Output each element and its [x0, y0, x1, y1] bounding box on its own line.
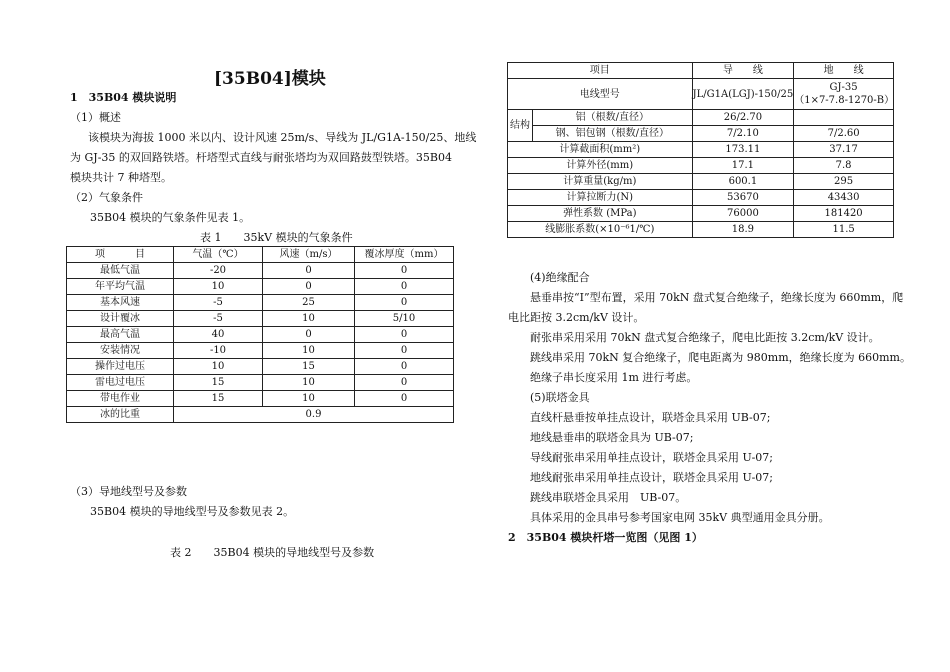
table-header-row	[508, 63, 894, 79]
weather-intro: 35B04 模块的气象条件见表 1。	[90, 211, 251, 224]
table-cell: 173.11	[692, 142, 794, 158]
table-row	[508, 126, 894, 142]
table-cell: 10	[263, 391, 355, 407]
table-cell: 最高气温	[67, 327, 174, 343]
table-cell: 0	[263, 263, 355, 279]
fittings-text: 导线耐张串采用单挂点设计，联塔金具采用 U-07;	[530, 451, 773, 464]
fittings-text: 直线杆悬垂按单挂点设计，联塔金具采用 UB-07;	[530, 411, 771, 424]
table-cell: 电线型号	[508, 79, 693, 110]
table-cell: 0	[355, 263, 454, 279]
table-cell: 0	[263, 279, 355, 295]
section-heading-2: 2 35B04 模块杆塔一览图（见图 1）	[508, 531, 703, 544]
table-row	[508, 110, 894, 126]
table-cell: 带电作业	[67, 391, 174, 407]
table-cell: 操作过电压	[67, 359, 174, 375]
table-cell: 15	[174, 375, 263, 391]
table-cell: 0	[355, 391, 454, 407]
overview-text: 为 GJ-35 的双回路铁塔。杆塔型式直线与耐张塔均为双回路鼓型铁塔。35B04	[70, 151, 452, 164]
subheading-insulation: (4)绝缘配合	[530, 271, 590, 284]
overview-text: 模块共计 7 种塔型。	[70, 171, 172, 184]
table-cell: 11.5	[794, 222, 894, 238]
table-row	[67, 295, 454, 311]
table-cell: 5/10	[355, 311, 454, 327]
insulation-text: 跳线串采用 70kN 复合绝缘子，爬电距离为 980mm，绝缘长度为 660mm。	[530, 351, 911, 364]
table-row	[508, 222, 894, 238]
table-cell: 37.17	[794, 142, 894, 158]
table-cell: 基本风速	[67, 295, 174, 311]
table-cell: 0	[355, 343, 454, 359]
table-header-cell: 风速（m/s）	[263, 247, 355, 263]
table-cell: 7/2.10	[692, 126, 794, 142]
table-cell: 15	[174, 391, 263, 407]
table-cell: 年平均气温	[67, 279, 174, 295]
table-cell: 40	[174, 327, 263, 343]
table-row	[67, 375, 454, 391]
fittings-text: 跳线串联塔金具采用 UB-07。	[530, 491, 687, 504]
table-row	[67, 279, 454, 295]
table-row	[508, 206, 894, 222]
table-cell: 7/2.60	[794, 126, 894, 142]
fittings-text: 具体采用的金具串号参考国家电网 35kV 典型通用金具分册。	[530, 511, 830, 524]
fittings-text: 地线悬垂串的联塔金具为 UB-07;	[530, 431, 694, 444]
table-row	[67, 263, 454, 279]
table-cell: 18.9	[692, 222, 794, 238]
table-cell: 7.8	[794, 158, 894, 174]
table-cell: 铝（根数/直径）	[533, 110, 693, 126]
table-cell: 计算截面积(mm²)	[508, 142, 693, 158]
table-cell: 17.1	[692, 158, 794, 174]
table-cell: 0	[263, 327, 355, 343]
table-row	[67, 311, 454, 327]
table-header-cell: 气温（℃）	[174, 247, 263, 263]
table-cell: 0	[355, 279, 454, 295]
table-cell: 10	[174, 279, 263, 295]
table-cell: 0.9	[174, 407, 454, 423]
table-cell: 43430	[794, 190, 894, 206]
table-cell: 钢、铝包钢（根数/直径）	[533, 126, 693, 142]
table-cell: 10	[174, 359, 263, 375]
table-cell: 0	[355, 359, 454, 375]
fittings-text: 地线耐张串采用单挂点设计，联塔金具采用 U-07;	[530, 471, 773, 484]
table-cell: JL/G1A(LGJ)-150/25	[692, 79, 794, 110]
table-cell: -5	[174, 295, 263, 311]
table-cell: 600.1	[692, 174, 794, 190]
table-header-cell: 项 目	[67, 247, 174, 263]
page-title: [35B04]模块	[214, 69, 326, 89]
conductor-intro: 35B04 模块的导地线型号及参数见表 2。	[90, 505, 295, 518]
table-row	[508, 190, 894, 206]
table-cell: 结构	[508, 110, 533, 142]
table-cell: -20	[174, 263, 263, 279]
table-cell: 0	[355, 295, 454, 311]
subheading-overview: （1）概述	[70, 111, 121, 124]
table-cell: 295	[794, 174, 894, 190]
table-cell: 25	[263, 295, 355, 311]
insulation-text: 耐张串采用采用 70kN 盘式复合绝缘子，爬电比距按 3.2cm/kV 设计。	[530, 331, 880, 344]
insulation-text: 悬垂串按“I”型布置，采用 70kN 盘式复合绝缘子，绝缘长度为 660mm，爬	[530, 291, 904, 304]
table-row	[67, 359, 454, 375]
table-cell: -5	[174, 311, 263, 327]
table-cell: 冰的比重	[67, 407, 174, 423]
table-cell: 10	[263, 375, 355, 391]
table-header-cell: 导 线	[692, 63, 794, 79]
table-cell: 安装情况	[67, 343, 174, 359]
ground-model-line: GJ-35	[829, 82, 858, 93]
table-cell	[794, 79, 894, 110]
table-row	[508, 79, 894, 110]
table1-caption: 表 1 35kV 模块的气象条件	[200, 231, 353, 244]
table-row	[67, 343, 454, 359]
table-cell: -10	[174, 343, 263, 359]
table-cell: 设计覆冰	[67, 311, 174, 327]
table-cell: 76000	[692, 206, 794, 222]
ground-model-line: （1×7-7.8-1270-B）	[794, 95, 895, 106]
table-row	[67, 327, 454, 343]
weather-table	[66, 246, 454, 423]
table-cell: 0	[355, 375, 454, 391]
insulation-text: 绝缘子串长度采用 1m 进行考虑。	[530, 371, 698, 384]
table-header-cell: 覆冰厚度（mm）	[355, 247, 454, 263]
conductor-table	[507, 62, 894, 238]
table-cell: 计算拉断力(N)	[508, 190, 693, 206]
table-cell: 线膨胀系数(×10⁻⁶1/℃)	[508, 222, 693, 238]
table-cell: 最低气温	[67, 263, 174, 279]
table-header-cell: 项目	[508, 63, 693, 79]
table-cell: 15	[263, 359, 355, 375]
table-header-row	[67, 247, 454, 263]
table-cell: 0	[355, 327, 454, 343]
section-heading-1: 1 35B04 模块说明	[70, 91, 177, 104]
table-cell: 10	[263, 343, 355, 359]
table-header-cell: 地 线	[794, 63, 894, 79]
table-cell: 计算外径(mm)	[508, 158, 693, 174]
table-cell: 53670	[692, 190, 794, 206]
table-cell: 181420	[794, 206, 894, 222]
overview-text: 该模块为海拔 1000 米以内、设计风速 25m/s、导线为 JL/G1A-150/25、地线	[88, 131, 477, 144]
table2-caption: 表 2 35B04 模块的导地线型号及参数	[170, 546, 375, 559]
table-cell: 弹性系数 (MPa)	[508, 206, 693, 222]
subheading-conductor: （3）导地线型号及参数	[70, 485, 187, 498]
subheading-fittings: (5)联塔金具	[530, 391, 590, 404]
table-cell: 雷电过电压	[67, 375, 174, 391]
table-row	[67, 407, 454, 423]
table-row	[508, 142, 894, 158]
table-cell	[794, 110, 894, 126]
table-cell: 26/2.70	[692, 110, 794, 126]
insulation-text: 电比距按 3.2cm/kV 设计。	[508, 311, 645, 324]
table-cell: 计算重量(kg/m)	[508, 174, 693, 190]
table-row	[67, 391, 454, 407]
table-row	[508, 174, 894, 190]
subheading-weather: （2）气象条件	[70, 191, 143, 204]
table-cell: 10	[263, 311, 355, 327]
table-row	[508, 158, 894, 174]
